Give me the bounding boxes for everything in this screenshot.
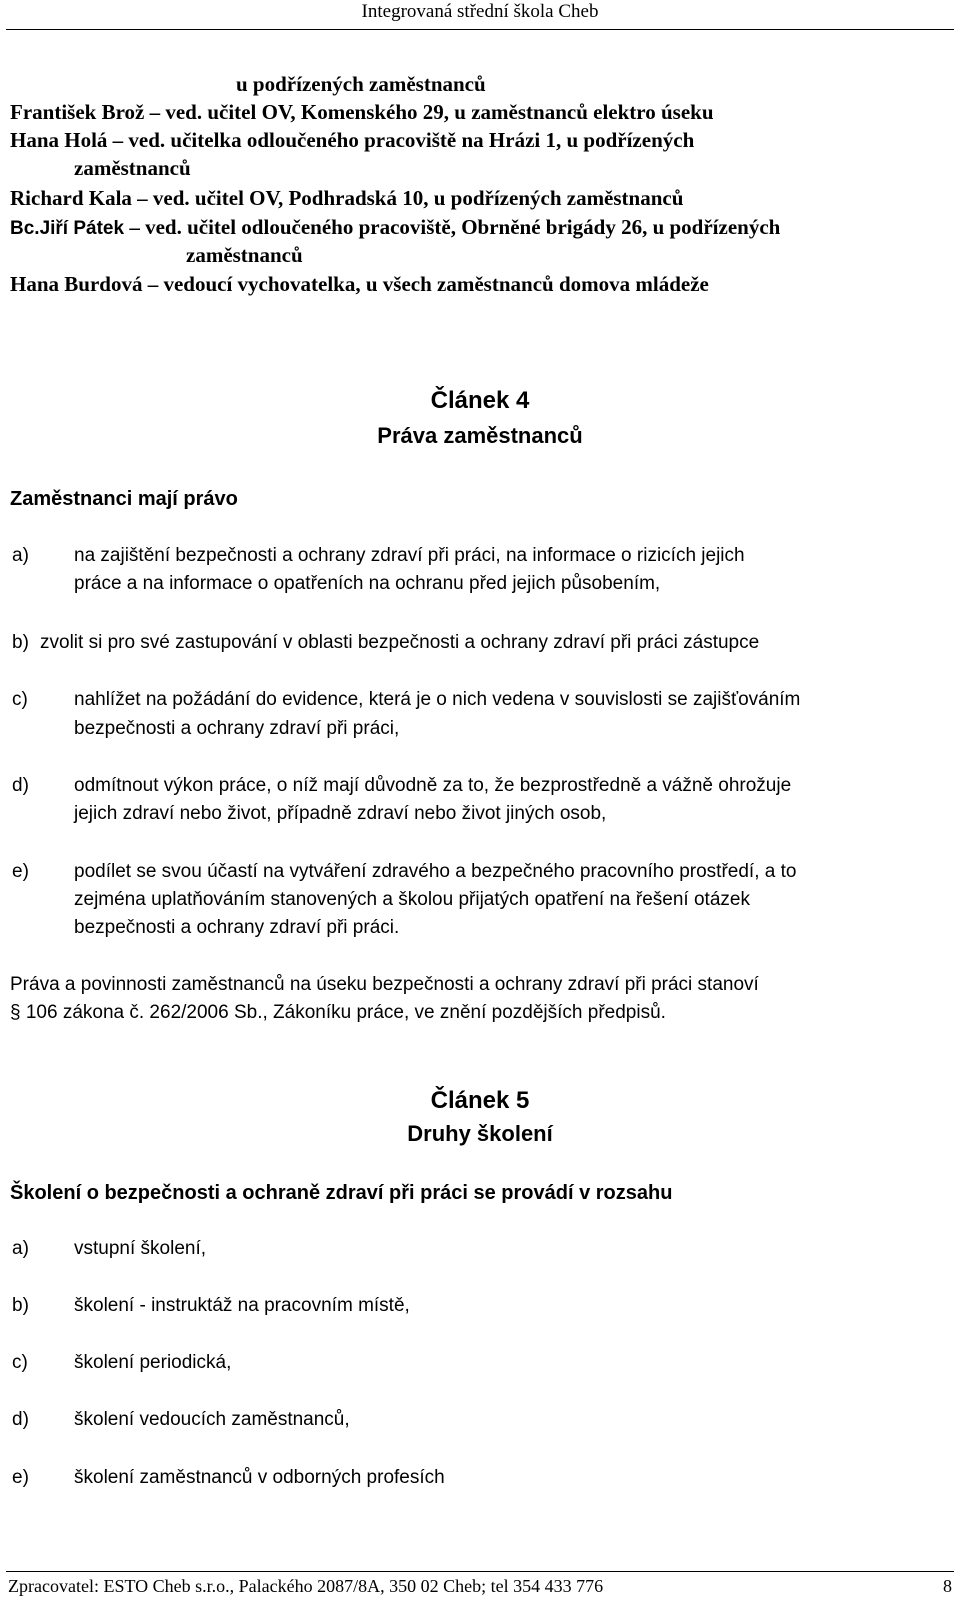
article-5-number: Článek 5 [430, 1087, 530, 1114]
list-item-text: na zajištění bezpečnosti a ochrany zdraví při práci, na informace o rizicích jejich [74, 545, 745, 566]
article-4-title: Práva zaměstnanců [377, 423, 583, 448]
contact-line [10, 215, 780, 240]
list-label: a) [12, 1238, 29, 1259]
list-label: c) [12, 1352, 28, 1373]
contact-detail: – ved. učitel odloučeného pracoviště, Obrněné brigády 26, u podřízených [124, 215, 781, 239]
article-4-closing: § 106 zákona č. 262/2006 Sb., Zákoníku práce, ve znění pozdějších předpisů. [10, 1002, 666, 1023]
contact-line: zaměstnanců [74, 156, 191, 180]
list-label: d) [12, 775, 29, 796]
contact-line: Hana Burdová – vedoucí vychovatelka, u všech zaměstnanců domova mládeže [10, 272, 709, 296]
list-item-text: školení vedoucích zaměstnanců, [74, 1409, 350, 1430]
list-item-text: zejména uplatňováním stanovených a školou přijatých opatření na řešení otázek [74, 889, 750, 910]
list-item-text: vstupní školení, [74, 1238, 207, 1259]
list-label: b) [12, 632, 29, 653]
list-label: b) [12, 1295, 29, 1316]
article-4-closing: Práva a povinnosti zaměstnanců na úseku bezpečnosti a ochrany zdraví při práci stanoví [10, 974, 759, 995]
page-header: Integrovaná střední škola Cheb [361, 1, 599, 22]
footer-divider [6, 1571, 954, 1572]
contact-line: Hana Holá – ved. učitelka odloučeného pracoviště na Hrázi 1, u podřízených [10, 128, 695, 152]
header-divider [6, 29, 954, 30]
list-item-text: práce a na informace o opatřeních na ochranu před jejich působením, [74, 573, 661, 594]
list-label: d) [12, 1409, 29, 1430]
article-5-intro: Školení o bezpečnosti a ochraně zdraví při práci se provádí v rozsahu [10, 1182, 673, 1204]
list-item-text: školení - instruktáž na pracovním místě, [74, 1295, 410, 1316]
list-item-text: nahlížet na požádání do evidence, která je o nich vedena v souvislosti se zajišťováním [74, 689, 801, 710]
page-number: 8 [943, 1576, 952, 1596]
list-item-text: bezpečnosti a ochrany zdraví při práci, [74, 718, 400, 739]
list-item-text: školení zaměstnanců v odborných profesích [74, 1467, 445, 1488]
list-item-text: podílet se svou účastí na vytváření zdravého a bezpečného pracovního prostředí, a to [74, 861, 797, 882]
article-4-intro: Zaměstnanci mají právo [10, 488, 238, 510]
list-label: e) [12, 1467, 29, 1488]
list-item-text: zvolit si pro své zastupování v oblasti bezpečnosti a ochrany zdraví při práci zástupce [40, 632, 760, 653]
list-label: c) [12, 689, 28, 710]
list-label: a) [12, 545, 29, 566]
list-label: e) [12, 861, 29, 882]
contact-line: zaměstnanců [186, 243, 303, 267]
list-item-text: jejich zdraví nebo život, případně zdraví nebo život jiných osob, [74, 803, 607, 824]
contact-line: u podřízených zaměstnanců [236, 72, 486, 96]
list-item-text: odmítnout výkon práce, o níž mají důvodně za to, že bezprostředně a vážně ohrožuje [74, 775, 792, 796]
article-5-title: Druhy školení [407, 1121, 553, 1146]
contact-line: Richard Kala – ved. učitel OV, Podhradská 10, u podřízených zaměstnanců [10, 186, 684, 210]
list-item-text: školení periodická, [74, 1352, 232, 1373]
article-4-number: Článek 4 [430, 387, 530, 414]
contact-name: Bc.Jiří Pátek [10, 218, 125, 239]
contact-line: František Brož – ved. učitel OV, Komenského 29, u zaměstnanců elektro úseku [10, 100, 714, 124]
list-item-text: bezpečnosti a ochrany zdraví při práci. [74, 917, 400, 938]
footer-text: Zpracovatel: ESTO Cheb s.r.o., Palackého 2087/8A, 350 02 Cheb; tel 354 433 776 [8, 1576, 604, 1596]
